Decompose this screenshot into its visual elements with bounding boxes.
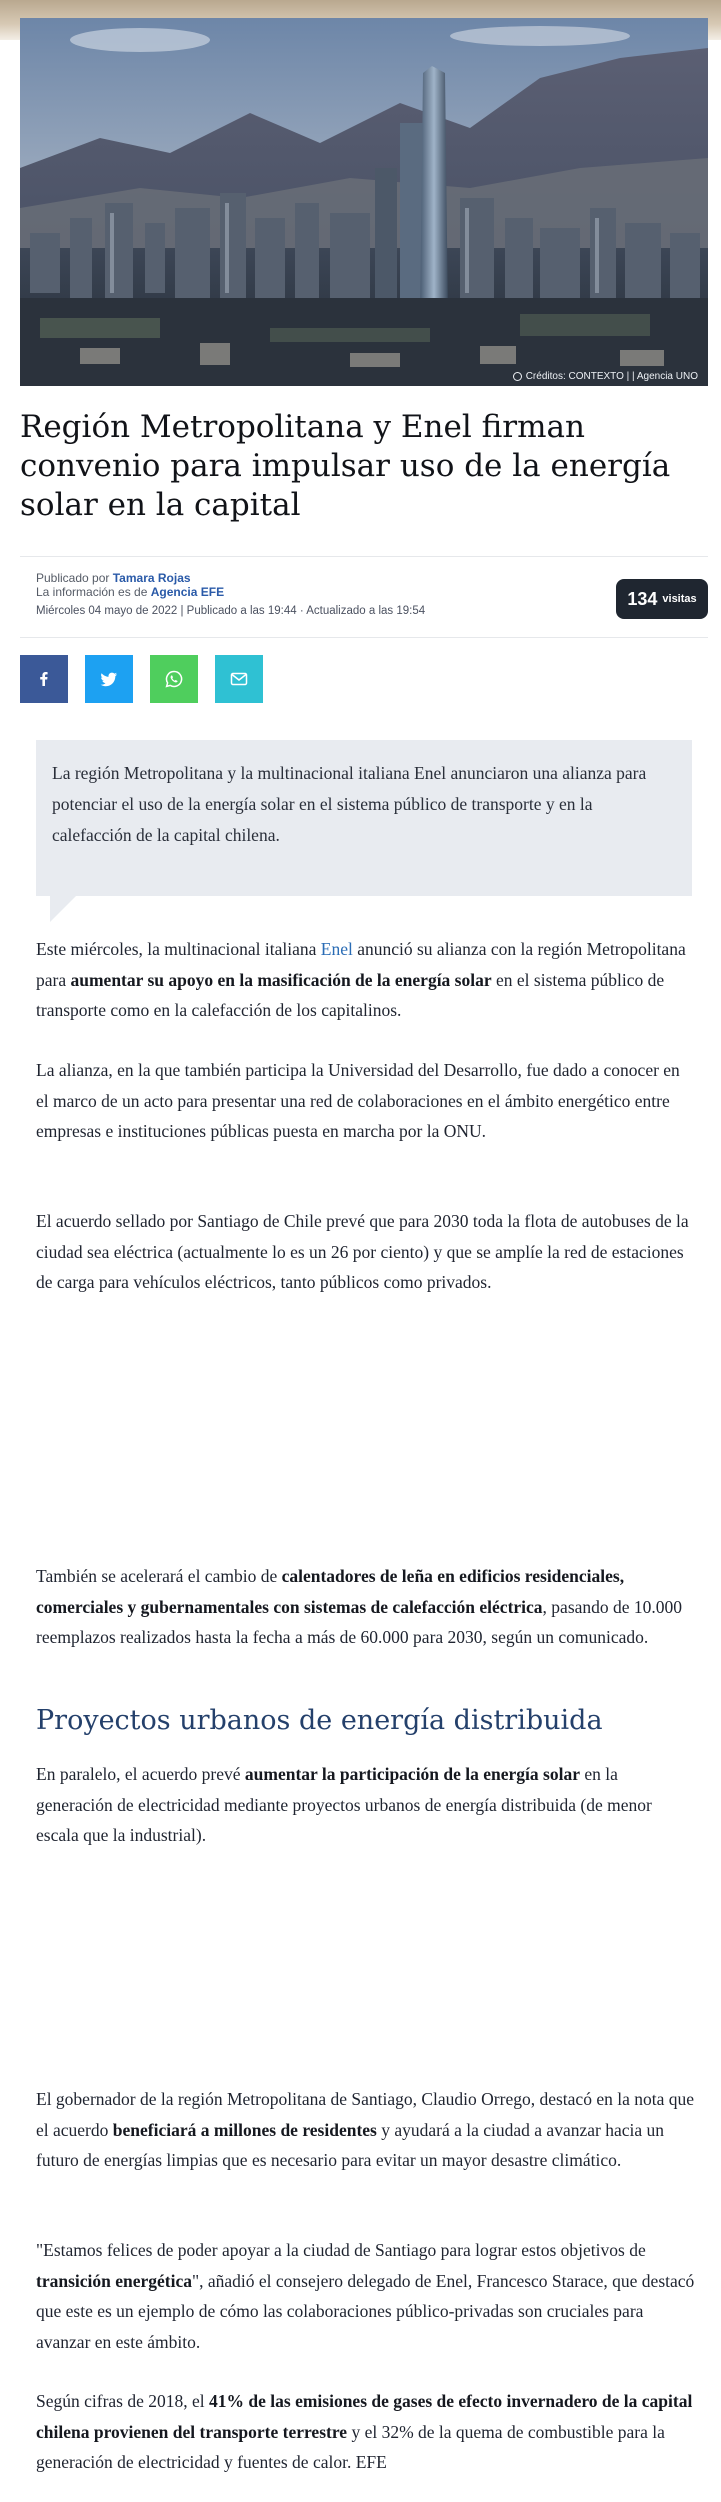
paragraph-6 — [36, 2084, 696, 2176]
paragraph-8-text-a: Según cifras de 2018, el — [36, 2391, 210, 2411]
lead-quote-tail — [50, 896, 76, 922]
paragraph-2: La alianza, en la que también participa la Universidad del Desarrollo, fue dado a conocer en el marco de un acto para presentar una red de colaboraciones en el ámbito energético entre empresas e instituciones públicas puesta en marcha por la ONU. — [36, 1060, 680, 1141]
paragraph-8-bold: 41% de las emisiones de gases de efecto invernadero de la capital chilena provienen del transporte terrestre — [36, 2391, 693, 2442]
copyright-icon — [513, 372, 522, 381]
author-line — [36, 571, 596, 585]
hero-image — [20, 18, 708, 386]
image-credit-text: Créditos: CONTEXTO | | Agencia UNO — [525, 371, 698, 382]
visits-badge — [616, 579, 708, 619]
paragraph-7 — [36, 2235, 696, 2357]
article-title: Región Metropolitana y Enel firman convenio para impulsar uso de la energía solar en la capital — [20, 409, 671, 523]
image-credit — [513, 371, 698, 382]
paragraph-1-text-c: en el sistema público de transporte como en la calefacción de los capitalinos. — [36, 969, 665, 1020]
meta-divider-top — [20, 556, 708, 557]
source-link[interactable]: Agencia EFE — [150, 585, 225, 599]
paragraph-7-bold: transición energética — [36, 2270, 192, 2291]
article-meta — [36, 571, 596, 618]
paragraph-1-text-a: Este miércoles, la multinacional italiana — [36, 939, 321, 959]
email-icon — [229, 669, 249, 689]
paragraph-5-text-a: En paralelo, el acuerdo prevé — [36, 1764, 245, 1784]
section-subheading: Proyectos urbanos de energía distribuida — [36, 1705, 603, 1736]
author-prefix: Publicado por — [36, 571, 110, 585]
author-link[interactable]: Tamara Rojas — [112, 571, 191, 585]
paragraph-7-text-a: "Estamos felices de poder apoyar a la ciudad de Santiago para lograr estos objetivos de — [36, 2240, 646, 2260]
paragraph-4 — [36, 1561, 696, 1653]
publish-dates: Miércoles 04 mayo de 2022 | Publicado a las 19:44 · Actualizado a las 19:54 — [36, 605, 426, 617]
visits-label: visitas — [662, 593, 697, 605]
paragraph-8 — [36, 2386, 696, 2478]
paragraph-1 — [36, 934, 696, 1026]
city-skyline-photo — [20, 18, 708, 386]
meta-divider-bottom — [20, 637, 708, 638]
paragraph-5-text-b: en la generación de electricidad mediante proyectos urbanos de energía distribuida (de menor escala que la industrial). — [36, 1764, 652, 1845]
twitter-icon — [99, 669, 119, 689]
article-lead: La región Metropolitana y la multinacional italiana Enel anunciaron una alianza para potenciar el uso de la energía solar en el sistema público de transporte y en la calefacción de la capital chilena. — [36, 740, 692, 896]
paragraph-4-text-b: , pasando de 10.000 reemplazos realizados hasta la fecha a más de 60.000 para 2030, según un comunicado. — [36, 1596, 683, 1647]
share-whatsapp-button[interactable] — [150, 655, 198, 703]
paragraph-1-text-b: anunció su alianza con la región Metropolitana para — [36, 939, 686, 990]
paragraph-4-bold: calentadores de leña en edificios residenciales, comerciales y gubernamentales con sistemas de calefacción eléctrica — [36, 1566, 625, 1617]
paragraph-6-text-b: y ayudará a la ciudad a avanzar hacia un futuro de energías limpias que es necesario para evitar un mayor desastre climático. — [36, 2119, 664, 2170]
share-email-button[interactable] — [215, 655, 263, 703]
paragraph-7-text-b: ", añadió el consejero delegado de Enel, Francesco Starace, que destacó que este es un ejemplo de cómo las colaboraciones público-privadas son cruciales para avanzar en este ámbito. — [36, 2270, 695, 2352]
enel-link[interactable]: Enel — [320, 939, 353, 959]
source-prefix: La información es de — [36, 585, 148, 599]
whatsapp-icon — [164, 669, 184, 689]
paragraph-8-text-b: y el 32% de la quema de combustible para la generación de electricidad y fuentes de calor. EFE — [36, 2421, 665, 2472]
share-facebook-button[interactable] — [20, 655, 68, 703]
paragraph-1-bold: aumentar su apoyo en la masificación de la energía solar — [70, 969, 492, 990]
share-twitter-button[interactable] — [85, 655, 133, 703]
source-line — [36, 585, 596, 599]
paragraph-6-bold: beneficiará a millones de residentes — [112, 2119, 377, 2140]
paragraph-3: El acuerdo sellado por Santiago de Chile prevé que para 2030 toda la flota de autobuses de la ciudad sea eléctrica (actualmente lo es un 26 por ciento) y que se amplíe la red de estaciones de carga para vehículos eléctricos, tanto públicos como privados. — [36, 1211, 689, 1292]
facebook-icon — [34, 669, 54, 689]
paragraph-5-bold: aumentar la participación de la energía solar — [244, 1764, 580, 1784]
paragraph-5 — [36, 1759, 696, 1851]
paragraph-6-text-a: El gobernador de la región Metropolitana de Santiago, Claudio Orrego, destacó en la nota que el acuerdo — [36, 2089, 694, 2140]
visits-count: 134 — [627, 588, 658, 609]
paragraph-4-text-a: También se acelerará el cambio de — [36, 1566, 282, 1586]
share-buttons — [20, 655, 263, 703]
